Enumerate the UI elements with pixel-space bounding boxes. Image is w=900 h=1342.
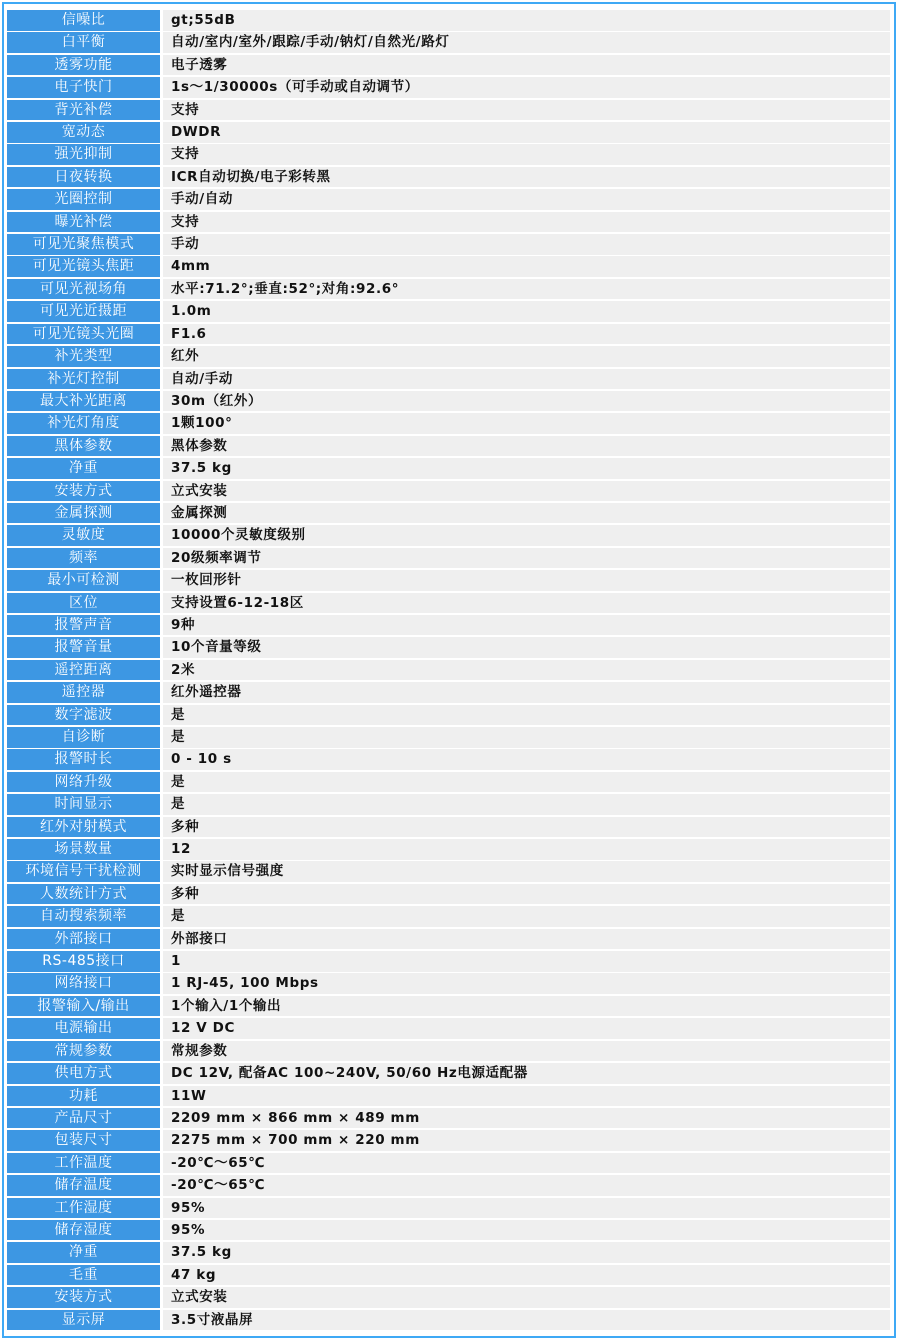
- spec-value: 一枚回形针: [163, 570, 890, 591]
- spec-label: 外部接口: [7, 929, 160, 950]
- spec-label: 可见光镜头光圈: [7, 324, 160, 345]
- spec-label: 曝光补偿: [7, 212, 160, 233]
- spec-value: 95%: [163, 1220, 890, 1241]
- spec-value: 是: [163, 906, 890, 927]
- spec-row: [7, 279, 890, 300]
- spec-value: 37.5 kg: [163, 458, 890, 479]
- spec-value: 95%: [163, 1198, 890, 1219]
- spec-row: [7, 884, 890, 905]
- spec-value: 支持: [163, 100, 890, 121]
- spec-label: 灵敏度: [7, 525, 160, 546]
- spec-label: 常规参数: [7, 1041, 160, 1062]
- spec-row: [7, 1265, 890, 1286]
- spec-label: 频率: [7, 548, 160, 569]
- spec-row: [7, 1287, 890, 1308]
- spec-label: 白平衡: [7, 32, 160, 53]
- spec-value: 20级频率调节: [163, 548, 890, 569]
- spec-label: 产品尺寸: [7, 1108, 160, 1129]
- spec-row: [7, 256, 890, 277]
- spec-row: [7, 144, 890, 165]
- spec-row: [7, 1242, 890, 1263]
- spec-value: 多种: [163, 817, 890, 838]
- spec-label: 金属探测: [7, 503, 160, 524]
- spec-label: 净重: [7, 1242, 160, 1263]
- spec-row: [7, 1220, 890, 1241]
- spec-row: [7, 1086, 890, 1107]
- spec-value: 4mm: [163, 256, 890, 277]
- spec-label: 储存湿度: [7, 1220, 160, 1241]
- spec-label: 光圈控制: [7, 189, 160, 210]
- spec-label: 最小可检测: [7, 570, 160, 591]
- spec-row: [7, 1018, 890, 1039]
- spec-value: 37.5 kg: [163, 1242, 890, 1263]
- spec-label: 黑体参数: [7, 436, 160, 457]
- spec-row: [7, 906, 890, 927]
- spec-label: 环境信号干扰检测: [7, 861, 160, 882]
- spec-value: 红外遥控器: [163, 682, 890, 703]
- spec-label: 毛重: [7, 1265, 160, 1286]
- spec-row: [7, 951, 890, 972]
- spec-label: 红外对射模式: [7, 817, 160, 838]
- spec-value: 立式安装: [163, 481, 890, 502]
- spec-label: 工作温度: [7, 1153, 160, 1174]
- spec-row: [7, 212, 890, 233]
- spec-row: [7, 727, 890, 748]
- spec-row: [7, 413, 890, 434]
- spec-value: 多种: [163, 884, 890, 905]
- spec-value: 11W: [163, 1086, 890, 1107]
- spec-value: ICR自动切换/电子彩转黑: [163, 167, 890, 188]
- spec-label: 电子快门: [7, 77, 160, 98]
- spec-row: [7, 861, 890, 882]
- spec-value: 手动: [163, 234, 890, 255]
- spec-label: 可见光镜头焦距: [7, 256, 160, 277]
- spec-row: [7, 996, 890, 1017]
- spec-row: [7, 189, 890, 210]
- spec-row: [7, 705, 890, 726]
- spec-label: 显示屏: [7, 1310, 160, 1331]
- spec-row: [7, 973, 890, 994]
- spec-label: 安装方式: [7, 1287, 160, 1308]
- spec-value: 10个音量等级: [163, 637, 890, 658]
- spec-value: 1个输入/1个输出: [163, 996, 890, 1017]
- spec-value: 支持设置6-12-18区: [163, 593, 890, 614]
- spec-value: 30m（红外）: [163, 391, 890, 412]
- spec-value: 常规参数: [163, 1041, 890, 1062]
- spec-value: 1 RJ-45, 100 Mbps: [163, 973, 890, 994]
- spec-value: 1颗100°: [163, 413, 890, 434]
- spec-label: 日夜转换: [7, 167, 160, 188]
- spec-row: [7, 1175, 890, 1196]
- spec-row: [7, 234, 890, 255]
- spec-row: [7, 682, 890, 703]
- spec-row: [7, 929, 890, 950]
- spec-value: 10000个灵敏度级别: [163, 525, 890, 546]
- spec-value: 立式安装: [163, 1287, 890, 1308]
- spec-label: 电源输出: [7, 1018, 160, 1039]
- spec-row: [7, 772, 890, 793]
- spec-label: 安装方式: [7, 481, 160, 502]
- spec-label: 场景数量: [7, 839, 160, 860]
- spec-label: 自诊断: [7, 727, 160, 748]
- spec-value: DC 12V, 配备AC 100~240V, 50/60 Hz电源适配器: [163, 1063, 890, 1084]
- spec-value: DWDR: [163, 122, 890, 143]
- spec-value: F1.6: [163, 324, 890, 345]
- spec-value: 电子透雾: [163, 55, 890, 76]
- spec-row: [7, 1310, 890, 1331]
- spec-value: 1: [163, 951, 890, 972]
- spec-value: 实时显示信号强度: [163, 861, 890, 882]
- spec-label: 信噪比: [7, 10, 160, 31]
- spec-value: 0 - 10 s: [163, 749, 890, 770]
- spec-label: 净重: [7, 458, 160, 479]
- spec-row: [7, 637, 890, 658]
- spec-row: [7, 660, 890, 681]
- spec-row: [7, 167, 890, 188]
- spec-value: 3.5寸液晶屏: [163, 1310, 890, 1331]
- spec-label: 人数统计方式: [7, 884, 160, 905]
- spec-value: -20℃～65℃: [163, 1153, 890, 1174]
- spec-label: 报警音量: [7, 637, 160, 658]
- spec-row: [7, 1041, 890, 1062]
- spec-value: -20℃～65℃: [163, 1175, 890, 1196]
- spec-value: 9种: [163, 615, 890, 636]
- spec-row: [7, 794, 890, 815]
- spec-value: 是: [163, 727, 890, 748]
- spec-label: 储存温度: [7, 1175, 160, 1196]
- spec-row: [7, 458, 890, 479]
- spec-row: [7, 10, 890, 31]
- spec-label: 数字滤波: [7, 705, 160, 726]
- spec-label: 可见光近摄距: [7, 301, 160, 322]
- spec-label: 可见光视场角: [7, 279, 160, 300]
- spec-row: [7, 548, 890, 569]
- spec-row: [7, 749, 890, 770]
- spec-label: 工作湿度: [7, 1198, 160, 1219]
- spec-value: 自动/手动: [163, 369, 890, 390]
- spec-label: 遥控距离: [7, 660, 160, 681]
- spec-row: [7, 369, 890, 390]
- spec-label: 自动搜索频率: [7, 906, 160, 927]
- spec-row: [7, 324, 890, 345]
- spec-label: 宽动态: [7, 122, 160, 143]
- spec-row: [7, 1063, 890, 1084]
- spec-row: [7, 100, 890, 121]
- spec-label: 补光灯角度: [7, 413, 160, 434]
- spec-value: 1.0m: [163, 301, 890, 322]
- spec-row: [7, 1153, 890, 1174]
- spec-table: [2, 2, 896, 1338]
- spec-value: 1s～1/30000s（可手动或自动调节）: [163, 77, 890, 98]
- spec-row: [7, 122, 890, 143]
- spec-value: 47 kg: [163, 1265, 890, 1286]
- spec-label: 背光补偿: [7, 100, 160, 121]
- spec-label: 网络升级: [7, 772, 160, 793]
- spec-row: [7, 391, 890, 412]
- spec-row: [7, 1108, 890, 1129]
- spec-label: 透雾功能: [7, 55, 160, 76]
- spec-value: 2米: [163, 660, 890, 681]
- spec-row: [7, 570, 890, 591]
- spec-label: 报警声音: [7, 615, 160, 636]
- spec-value: 手动/自动: [163, 189, 890, 210]
- spec-label: 补光类型: [7, 346, 160, 367]
- spec-label: 遥控器: [7, 682, 160, 703]
- spec-value: 红外: [163, 346, 890, 367]
- spec-label: 包装尺寸: [7, 1130, 160, 1151]
- spec-label: 功耗: [7, 1086, 160, 1107]
- spec-label: 强光抑制: [7, 144, 160, 165]
- spec-value: 金属探测: [163, 503, 890, 524]
- spec-row: [7, 615, 890, 636]
- spec-value: 12: [163, 839, 890, 860]
- spec-value: 2209 mm × 866 mm × 489 mm: [163, 1108, 890, 1129]
- spec-row: [7, 55, 890, 76]
- spec-row: [7, 301, 890, 322]
- spec-value: 是: [163, 794, 890, 815]
- spec-value: 是: [163, 772, 890, 793]
- spec-row: [7, 1198, 890, 1219]
- spec-value: 支持: [163, 144, 890, 165]
- spec-value: 水平:71.2°;垂直:52°;对角:92.6°: [163, 279, 890, 300]
- spec-label: RS-485接口: [7, 951, 160, 972]
- spec-label: 报警时长: [7, 749, 160, 770]
- spec-row: [7, 436, 890, 457]
- spec-value: 是: [163, 705, 890, 726]
- spec-value: 自动/室内/室外/跟踪/手动/钠灯/自然光/路灯: [163, 32, 890, 53]
- spec-value: 支持: [163, 212, 890, 233]
- spec-row: [7, 32, 890, 53]
- spec-value: 2275 mm × 700 mm × 220 mm: [163, 1130, 890, 1151]
- spec-row: [7, 503, 890, 524]
- spec-value: 黑体参数: [163, 436, 890, 457]
- spec-label: 时间显示: [7, 794, 160, 815]
- spec-value: 外部接口: [163, 929, 890, 950]
- spec-row: [7, 481, 890, 502]
- spec-label: 区位: [7, 593, 160, 614]
- spec-row: [7, 525, 890, 546]
- spec-label: 网络接口: [7, 973, 160, 994]
- spec-row: [7, 1130, 890, 1151]
- spec-row: [7, 817, 890, 838]
- spec-label: 最大补光距离: [7, 391, 160, 412]
- spec-row: [7, 593, 890, 614]
- spec-label: 补光灯控制: [7, 369, 160, 390]
- spec-row: [7, 346, 890, 367]
- spec-row: [7, 77, 890, 98]
- spec-value: 12 V DC: [163, 1018, 890, 1039]
- spec-value: gt;55dB: [163, 10, 890, 31]
- spec-row: [7, 839, 890, 860]
- spec-label: 可见光聚焦模式: [7, 234, 160, 255]
- spec-label: 报警输入/输出: [7, 996, 160, 1017]
- spec-label: 供电方式: [7, 1063, 160, 1084]
